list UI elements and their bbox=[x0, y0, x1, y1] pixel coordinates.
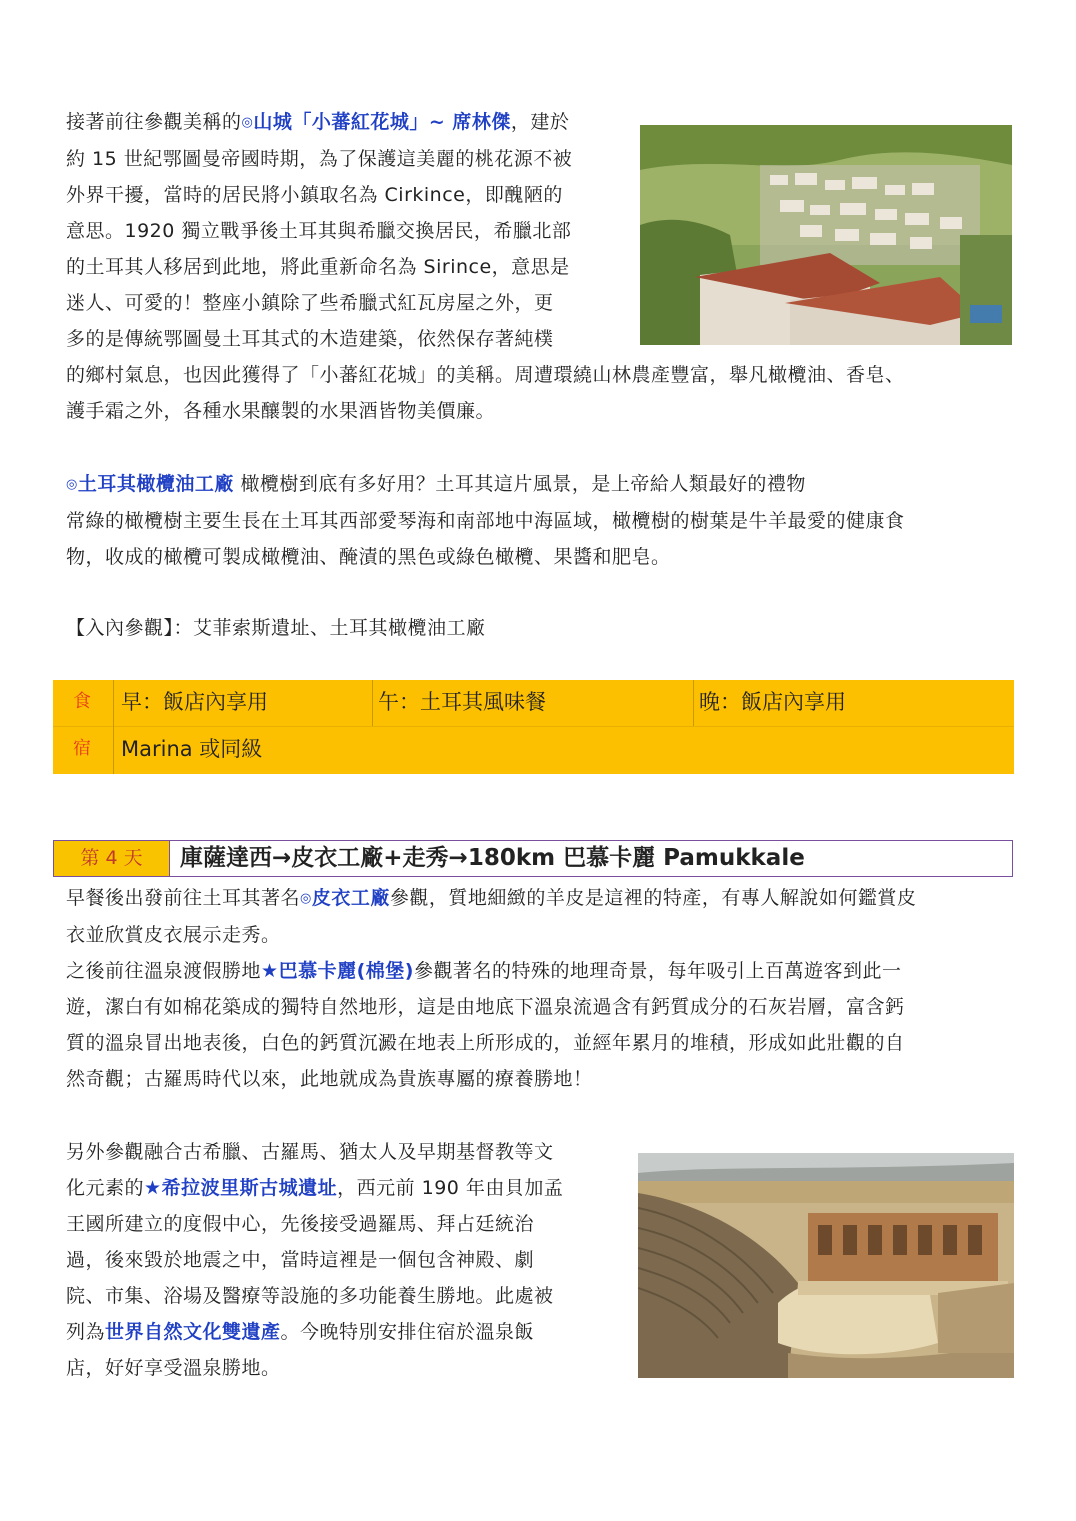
table-divider bbox=[113, 680, 114, 774]
leather-factory-highlight: 皮衣工廠 bbox=[311, 887, 390, 909]
pamukkale-line-1: 早餐後出發前往土耳其著名◎皮衣工廠參觀，質地細緻的羊皮是這裡的特產，有專人解說如何鑑賞皮 bbox=[66, 887, 917, 909]
visit-inside-line: 【入內參觀】：艾菲索斯遺址、土耳其橄欖油工廠 bbox=[66, 617, 486, 639]
day-title: 庫薩達西→皮衣工廠+走秀→180km 巴慕卡麗 Pamukkale bbox=[180, 845, 805, 871]
circle-mark-icon: ◎ bbox=[300, 891, 312, 906]
sirince-line-3: 外界干擾，當時的居民將小鎮取名為 Cirkince，即醜陋的 bbox=[66, 184, 563, 206]
pamukkale-line-3: 之後前往溫泉渡假勝地★巴慕卡麗(棉堡)參觀著名的特殊的地理奇景，每年吸引上百萬遊客到此一 bbox=[66, 960, 902, 982]
sirince-line-8: 的鄉村氣息，也因此獲得了「小蕃紅花城」的美稱。周遭環繞山林農產豐富，舉凡橄欖油、香皂、 bbox=[66, 364, 905, 386]
hierapolis-line-5: 院、市集、浴場及醫療等設施的多功能養生勝地。此處被 bbox=[66, 1285, 554, 1307]
hierapolis-highlight: 希拉波里斯古城遺址 bbox=[161, 1177, 338, 1199]
olive-oil-paragraph bbox=[66, 466, 1026, 575]
hierapolis-line-7: 店，好好享受溫泉勝地。 bbox=[66, 1357, 281, 1379]
pamukkale-line-2: 衣並欣賞皮衣展示走秀。 bbox=[66, 924, 281, 946]
sirince-village-photo bbox=[640, 125, 1012, 345]
table-divider bbox=[372, 680, 373, 726]
star-icon: ★ bbox=[144, 1177, 162, 1199]
day-badge: 第 4 天 bbox=[54, 841, 169, 876]
sirince-line-9: 護手霜之外，各種水果釀製的水果酒皆物美價廉。 bbox=[66, 400, 496, 422]
olive-oil-line-1: ◎土耳其橄欖油工廠 橄欖樹到底有多好用？土耳其這片風景，是上帝給人類最好的禮物 bbox=[66, 473, 806, 495]
pamukkale-line-4: 遊，潔白有如棉花築成的獨特自然地形，這是由地底下溫泉流過含有鈣質成分的石灰岩層，富含鈣 bbox=[66, 996, 905, 1018]
olive-oil-title: 土耳其橄欖油工廠 bbox=[77, 473, 234, 495]
day-header bbox=[53, 840, 1013, 877]
pamukkale-highlight: 巴慕卡麗(棉堡) bbox=[278, 960, 414, 982]
circle-mark-icon: ◎ bbox=[66, 477, 78, 492]
hierapolis-line-1: 另外參觀融合古希臘、古羅馬、猶太人及早期基督教等文 bbox=[66, 1141, 554, 1163]
lunch-cell: 午：土耳其風味餐 bbox=[378, 690, 546, 714]
sirince-line-2: 約 15 世紀鄂圖曼帝國時期，為了保護這美麗的桃花源不被 bbox=[66, 148, 573, 170]
hierapolis-line-3: 王國所建立的度假中心，先後接受過羅馬、拜占廷統治 bbox=[66, 1213, 535, 1235]
pamukkale-line-5: 質的溫泉冒出地表後，白色的鈣質沉澱在地表上所形成的，並經年累月的堆積，形成如此壯觀的自 bbox=[66, 1032, 905, 1054]
food-label: 食 bbox=[73, 691, 91, 712]
hotel-cell: Marina 或同級 bbox=[121, 737, 263, 761]
sirince-line-7: 多的是傳統鄂圖曼土耳其式的木造建築，依然保存著純樸 bbox=[66, 328, 554, 350]
stay-label: 宿 bbox=[73, 738, 91, 759]
olive-oil-line-2: 常綠的橄欖樹主要生長在土耳其西部愛琴海和南部地中海區域，橄欖樹的樹葉是牛羊最愛的健康食 bbox=[66, 510, 905, 532]
heritage-highlight: 世界自然文化雙遺產 bbox=[105, 1321, 281, 1343]
stay-row bbox=[53, 727, 1014, 773]
meals-table bbox=[53, 680, 1014, 774]
hierapolis-paragraph bbox=[66, 1134, 626, 1386]
sirince-line-1: 接著前往參觀美稱的◎山城「小蕃紅花城」~ 席林傑，建於 bbox=[66, 111, 570, 133]
sirince-line-4: 意思。1920 獨立戰爭後土耳其與希臘交換居民，希臘北部 bbox=[66, 220, 572, 242]
hierapolis-line-4: 過，後來毀於地震之中，當時這裡是一個包含神殿、劇 bbox=[66, 1249, 535, 1271]
circle-mark-icon: ◎ bbox=[241, 115, 254, 130]
hierapolis-theatre-photo bbox=[638, 1153, 1014, 1378]
pamukkale-paragraph bbox=[66, 880, 1026, 1097]
table-divider bbox=[693, 680, 694, 726]
meals-row bbox=[53, 680, 1014, 727]
olive-oil-line-3: 物，收成的橄欖可製成橄欖油、醃漬的黑色或綠色橄欖、果醬和肥皂。 bbox=[66, 546, 671, 568]
pamukkale-line-6: 然奇觀；古羅馬時代以來，此地就成為貴族專屬的療養勝地！ bbox=[66, 1068, 593, 1090]
sirince-line-6: 迷人、可愛的！整座小鎮除了些希臘式紅瓦房屋之外，更 bbox=[66, 292, 554, 314]
star-icon: ★ bbox=[261, 960, 279, 982]
sirince-highlight: 山城「小蕃紅花城」~ 席林傑 bbox=[253, 111, 511, 133]
hierapolis-line-6: 列為世界自然文化雙遺產。今晚特別安排住宿於溫泉飯 bbox=[66, 1321, 535, 1343]
dinner-cell: 晚：飯店內享用 bbox=[699, 690, 846, 714]
sirince-line-5: 的土耳其人移居到此地，將此重新命名為 Sirince，意思是 bbox=[66, 256, 570, 278]
hierapolis-line-2: 化元素的★希拉波里斯古城遺址，西元前 190 年由貝加孟 bbox=[66, 1177, 564, 1199]
breakfast-cell: 早：飯店內享用 bbox=[121, 690, 268, 714]
day-header-divider bbox=[169, 841, 170, 876]
